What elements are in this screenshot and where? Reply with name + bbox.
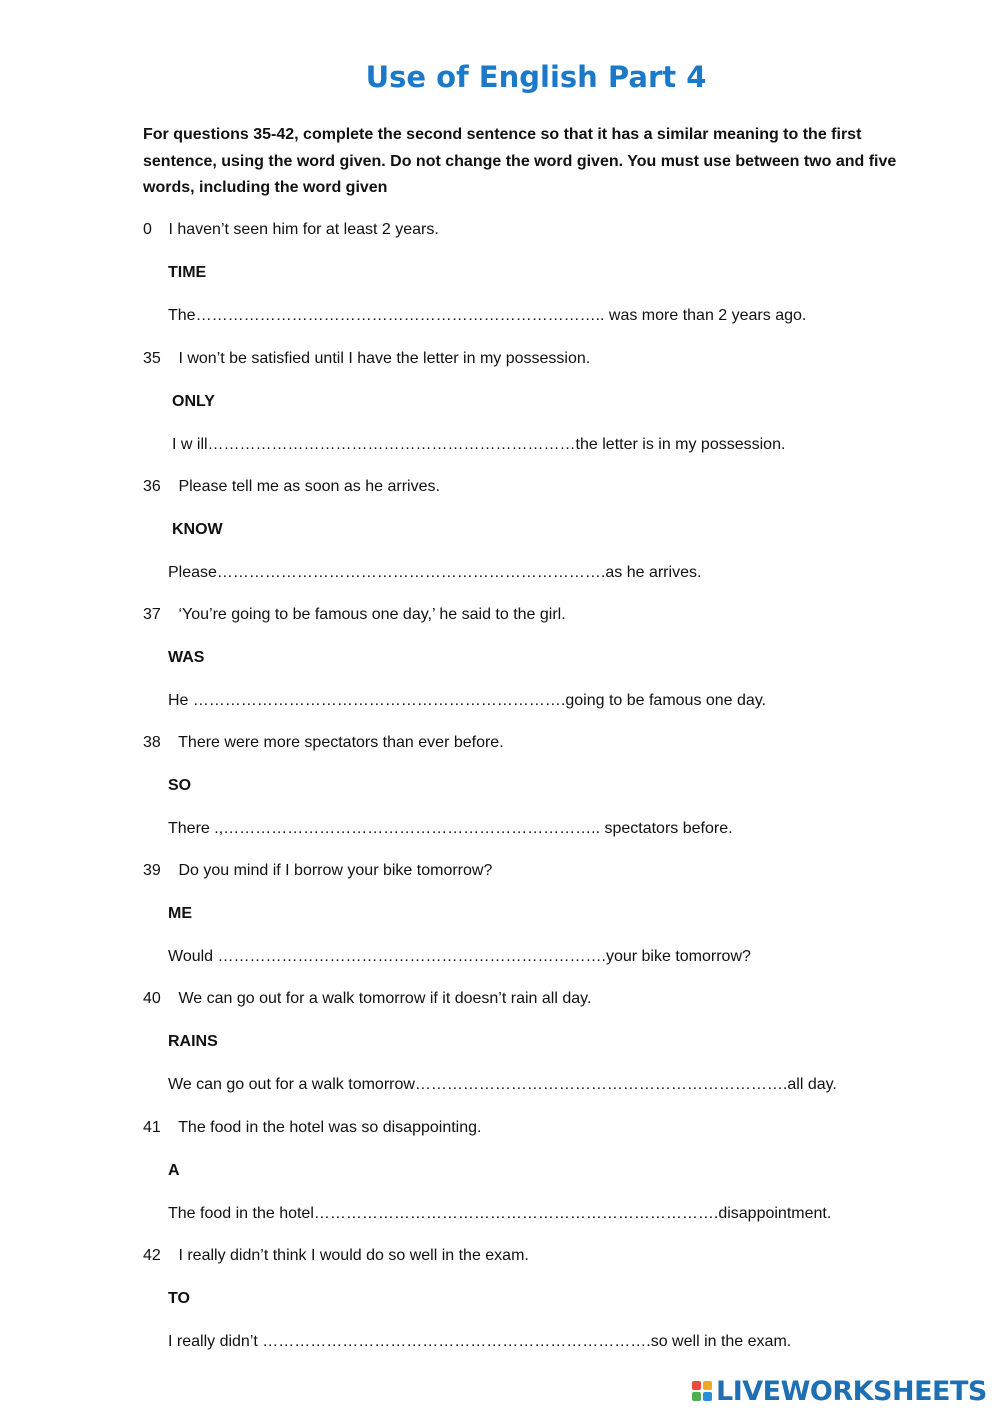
keyword-to: TO — [168, 1290, 190, 1307]
question-sentence: I won’t be satisfied until I have the letter in my possession. — [178, 350, 591, 367]
answer-line-42[interactable]: I really didn’t ……………………………………………………………….so well in the exam. — [168, 1333, 792, 1350]
question-number: 41 — [143, 1119, 161, 1136]
logo-text: LIVEWORKSHEETS — [716, 1375, 987, 1407]
instructions: For questions 35-42, complete the second sentence so that it has a similar meaning to the first sentence, using the word given. Do not change the word given. You must use between two and five words, including the word given — [143, 126, 897, 196]
keyword-was: WAS — [168, 649, 205, 666]
question-number: 35 — [143, 350, 161, 367]
page-title: Use of English Part 4 — [365, 60, 707, 94]
answer-line-35[interactable]: I w ill……………………………………………………………the letter is in my possession. — [172, 436, 786, 453]
question-sentence: There were more spectators than ever before. — [178, 734, 504, 751]
question-37 — [143, 604, 566, 626]
question-42 — [143, 1245, 529, 1267]
keyword-a: A — [168, 1162, 180, 1179]
keyword-only: ONLY — [172, 393, 215, 410]
logo-grid-icon — [692, 1381, 712, 1401]
answer-line-36[interactable]: Please……………………………………………………………….as he arrives. — [168, 564, 702, 581]
question-sentence: ‘You’re going to be famous one day,’ he said to the girl. — [178, 606, 566, 623]
question-number: 38 — [143, 734, 161, 751]
logo-square-green — [692, 1392, 701, 1401]
answer-line-41[interactable]: The food in the hotel………………………………………………………………….disappointment. — [168, 1205, 832, 1222]
question-sentence: Do you mind if I borrow your bike tomorrow? — [178, 862, 493, 879]
logo-square-orange — [703, 1381, 712, 1390]
question-38 — [143, 732, 504, 754]
question-40 — [143, 988, 591, 1010]
question-number: 42 — [143, 1247, 161, 1264]
question-35 — [143, 348, 590, 370]
question-sentence: Please tell me as soon as he arrives. — [178, 478, 440, 495]
question-39 — [143, 860, 492, 882]
question-sentence: I really didn’t think I would do so well in the exam. — [178, 1247, 529, 1264]
question-sentence: The food in the hotel was so disappointing. — [178, 1119, 482, 1136]
answer-line-0[interactable]: The………………………………………………………………….. was more than 2 years ago. — [168, 307, 807, 324]
question-number: 36 — [143, 478, 161, 495]
question-number: 40 — [143, 990, 161, 1007]
keyword-me: ME — [168, 905, 192, 922]
liveworksheets-logo[interactable] — [692, 1376, 987, 1406]
question-number: 37 — [143, 606, 161, 623]
keyword-so: SO — [168, 777, 192, 794]
keyword-rains: RAINS — [168, 1033, 218, 1050]
logo-square-blue — [703, 1392, 712, 1401]
question-number: 0 — [143, 221, 152, 238]
question-0 — [143, 219, 439, 241]
logo-square-red — [692, 1381, 701, 1390]
answer-line-40[interactable]: We can go out for a walk tomorrow…………………………………………………………….all day. — [168, 1076, 837, 1093]
keyword-know: KNOW — [172, 521, 223, 538]
question-36 — [143, 476, 440, 498]
question-41 — [143, 1117, 481, 1139]
question-sentence: We can go out for a walk tomorrow if it doesn’t rain all day. — [178, 990, 592, 1007]
question-number: 39 — [143, 862, 161, 879]
question-sentence: I haven’t seen him for at least 2 years. — [168, 221, 439, 238]
keyword-time: TIME — [168, 264, 207, 281]
answer-line-38[interactable]: There .,…………………………………………………………….. spectators before. — [168, 820, 733, 837]
answer-line-39[interactable]: Would ……………………………………………………………….your bike tomorrow? — [168, 948, 751, 965]
answer-line-37[interactable]: He …………………………………………………………….going to be famous one day. — [168, 692, 767, 709]
